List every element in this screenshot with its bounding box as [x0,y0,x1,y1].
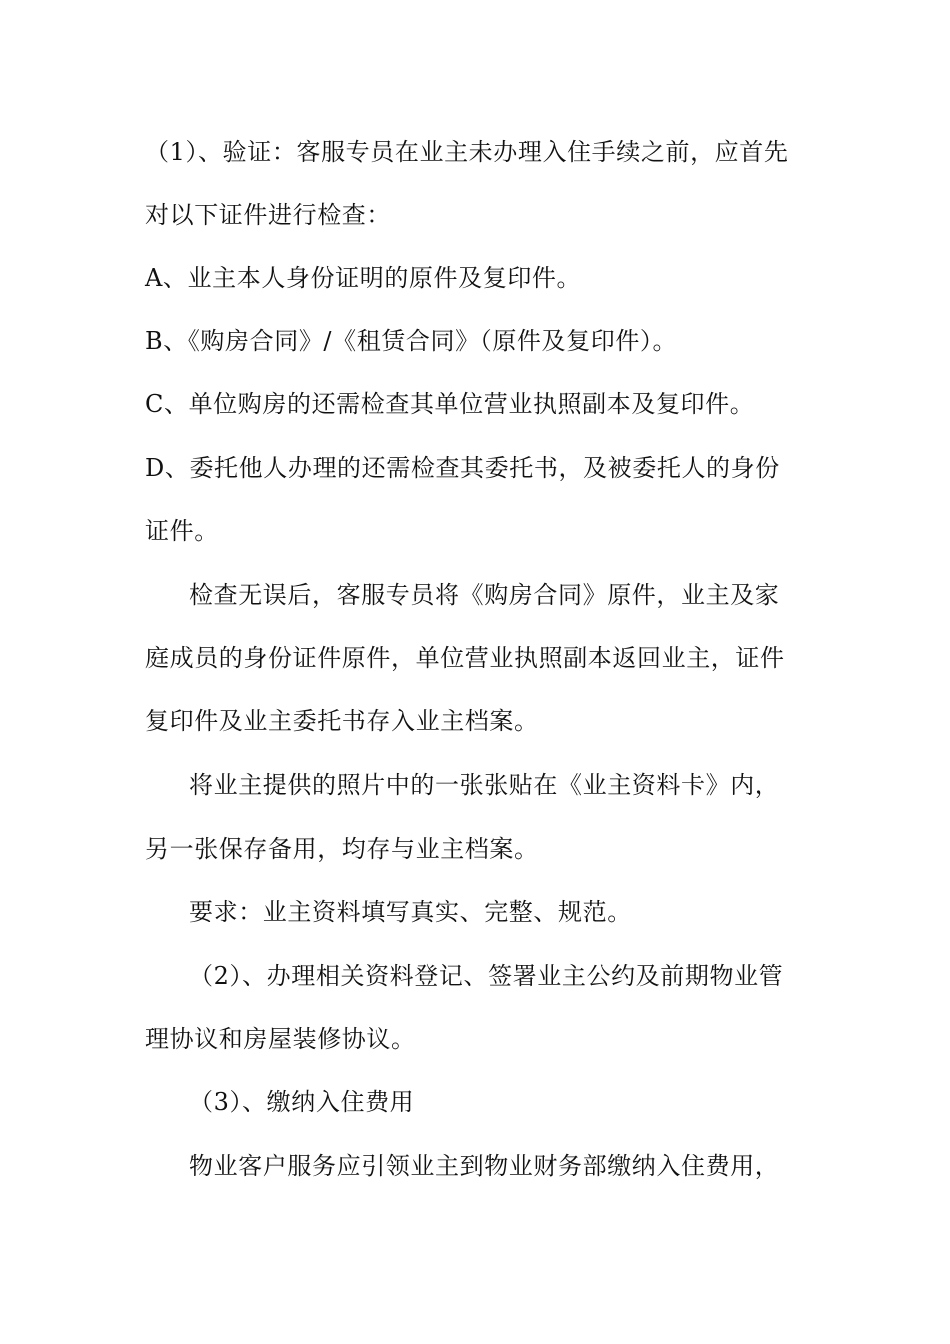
paragraph-2-line-1: 检查无误后，客服专员将《购房合同》原件，业主及家 [189,581,780,609]
section-3-heading: （3）、缴纳入住费用 [189,1088,415,1116]
paragraph-2-line-2: 庭成员的身份证件原件，单位营业执照副本返回业主，证件 [145,644,785,672]
item-a: A、业主本人身份证明的原件及复印件。 [145,264,582,292]
item-c: C、单位购房的还需检查其单位营业执照副本及复印件。 [145,390,755,418]
paragraph-4-line-2: 理协议和房屋装修协议。 [145,1025,416,1053]
paragraph-4-line-1: （2）、办理相关资料登记、签署业主公约及前期物业管 [189,962,784,990]
paragraph-3-line-1: 将业主提供的照片中的一张张贴在《业主资料卡》内， [189,771,780,799]
requirement-line: 要求：业主资料填写真实、完整、规范。 [189,898,632,926]
item-d-line-1: D、委托他人办理的还需检查其委托书，及被委托人的身份 [145,454,780,482]
paragraph-3-line-2: 另一张保存备用，均存与业主档案。 [145,835,539,863]
item-b: B、《购房合同》/《租赁合同》（原件及复印件）。 [145,327,678,355]
paragraph-5-line-1: 物业客户服务应引领业主到物业财务部缴纳入住费用， [189,1152,780,1180]
item-d-line-2: 证件。 [145,517,219,545]
paragraph-2-line-3: 复印件及业主委托书存入业主档案。 [145,707,539,735]
paragraph-1-line-1: （1）、验证：客服专员在业主未办理入住手续之前，应首先 [145,138,789,166]
paragraph-1-line-2: 对以下证件进行检查： [145,201,391,229]
